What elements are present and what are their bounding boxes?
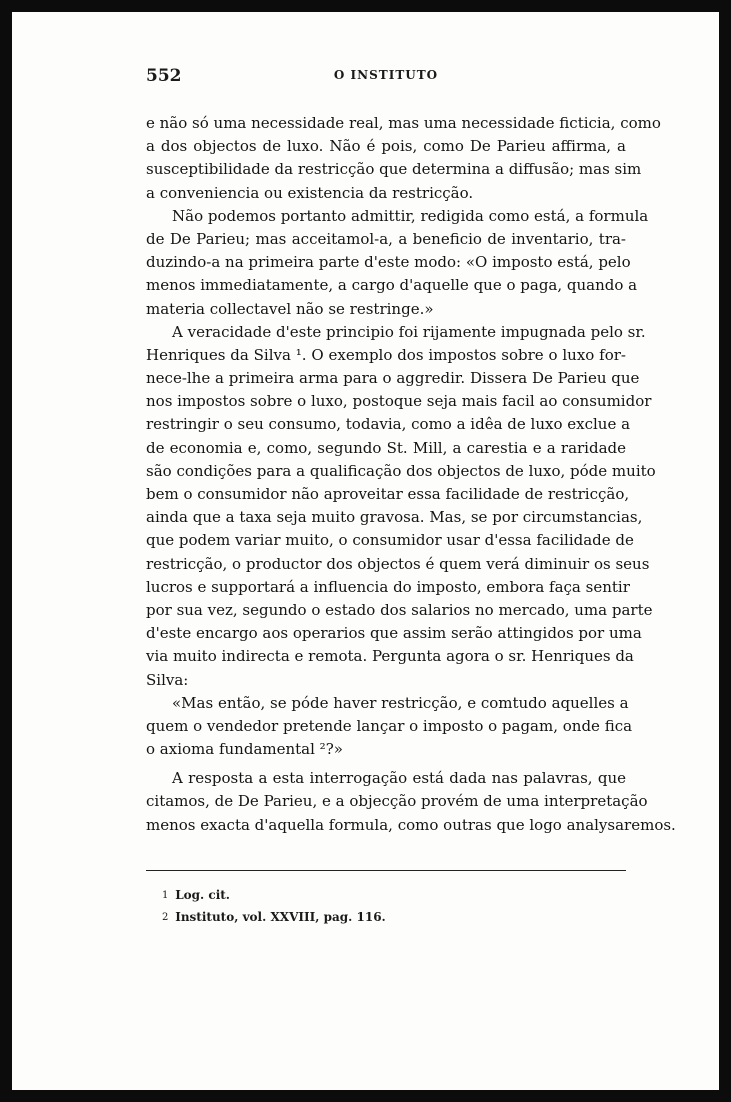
text-line: a conveniencia ou existencia da restricção. <box>146 183 474 202</box>
text-line: A resposta a esta interrogação está dada nas palavras, que <box>172 769 626 788</box>
text-line: via muito indirecta e remota. Pergunta agora o sr. Henriques da <box>146 647 634 666</box>
footnotes <box>162 884 626 928</box>
text-line: por sua vez, segundo o estado dos salarios no mercado, uma parte <box>146 600 653 619</box>
text-line: de De Parieu; mas acceitamol-a, a beneficio de inventario, tra- <box>146 229 626 248</box>
text-line: lucros e supportará a influencia do imposto, embora faça sentir <box>146 577 630 596</box>
text-line: bem o consumidor não aproveitar essa facilidade de restricção, <box>146 485 630 503</box>
text-line: citamos, de De Parieu, e a objecção provém de uma interpretação <box>146 792 648 811</box>
text-line: restringir o seu consumo, todavia, como a idêa de luxo exclue a <box>146 415 631 434</box>
footnote-text: Log. cit. <box>175 888 230 902</box>
text-line: nece-lhe a primeira arma para o aggredir. Dissera De Parieu que <box>146 369 640 388</box>
text-line: susceptibilidade da restricção que determina a diffusão; mas sim <box>146 160 642 179</box>
text-line: menos exacta d'aquella formula, como outras que logo analysaremos. <box>146 815 676 834</box>
footnote <box>162 906 626 928</box>
text-line: materia collectavel não se restringe.» <box>146 299 434 318</box>
text-line: quem o vendedor pretende lançar o imposto o pagam, onde fica <box>146 716 633 735</box>
text-line: que podem variar muito, o consumidor usar d'essa facilidade de <box>146 531 634 550</box>
text-line: nos impostos sobre o luxo, postoque seja mais facil ao consumidor <box>146 392 652 411</box>
text-line: restricção, o productor dos objectos é quem verá diminuir os seus <box>146 554 650 573</box>
text-line: de economia e, como, segundo St. Mill, a carestia e a raridade <box>146 438 626 457</box>
page-number: 552 <box>146 66 182 86</box>
footnote <box>162 884 626 906</box>
text-line: menos immediatamente, a cargo d'aquelle que o paga, quando a <box>146 276 638 295</box>
text-line: a dos objectos de luxo. Não é pois, como De Parieu affirma, a <box>146 137 626 156</box>
text-line: duzindo-a na primeira parte d'este modo: «O imposto está, pelo <box>146 253 631 272</box>
text-line: o axioma fundamental ²?» <box>146 740 343 759</box>
page-header <box>146 66 626 90</box>
text-line: ainda que a taxa seja muito gravosa. Mas, se por circumstancias, <box>146 508 643 527</box>
text-line: Não podemos portanto admittir, redigida como está, a formula <box>172 206 649 225</box>
footnote-text: Instituto, vol. XXVIII, pag. 116. <box>175 910 386 924</box>
running-title: O INSTITUTO <box>333 68 439 82</box>
footnote-number: 2 <box>162 912 169 923</box>
text-line: «Mas então, se póde haver restricção, e comtudo aquelles a <box>172 693 629 712</box>
text-line: são condições para a qualificação dos objectos de luxo, póde muito <box>146 461 656 480</box>
text-line: Henriques da Silva ¹. O exemplo dos impostos sobre o luxo for- <box>146 345 626 364</box>
text-line: Silva: <box>146 670 189 689</box>
body-text <box>146 112 676 837</box>
text-line: e não só uma necessidade real, mas uma necessidade ficticia, como <box>146 114 661 132</box>
footnote-rule <box>146 870 626 871</box>
text-line: d'este encargo aos operarios que assim serão attingidos por uma <box>146 624 642 643</box>
footnote-number: 1 <box>162 890 169 901</box>
text-line: A veracidade d'este principio foi rijamente impugnada pelo sr. <box>172 322 646 341</box>
